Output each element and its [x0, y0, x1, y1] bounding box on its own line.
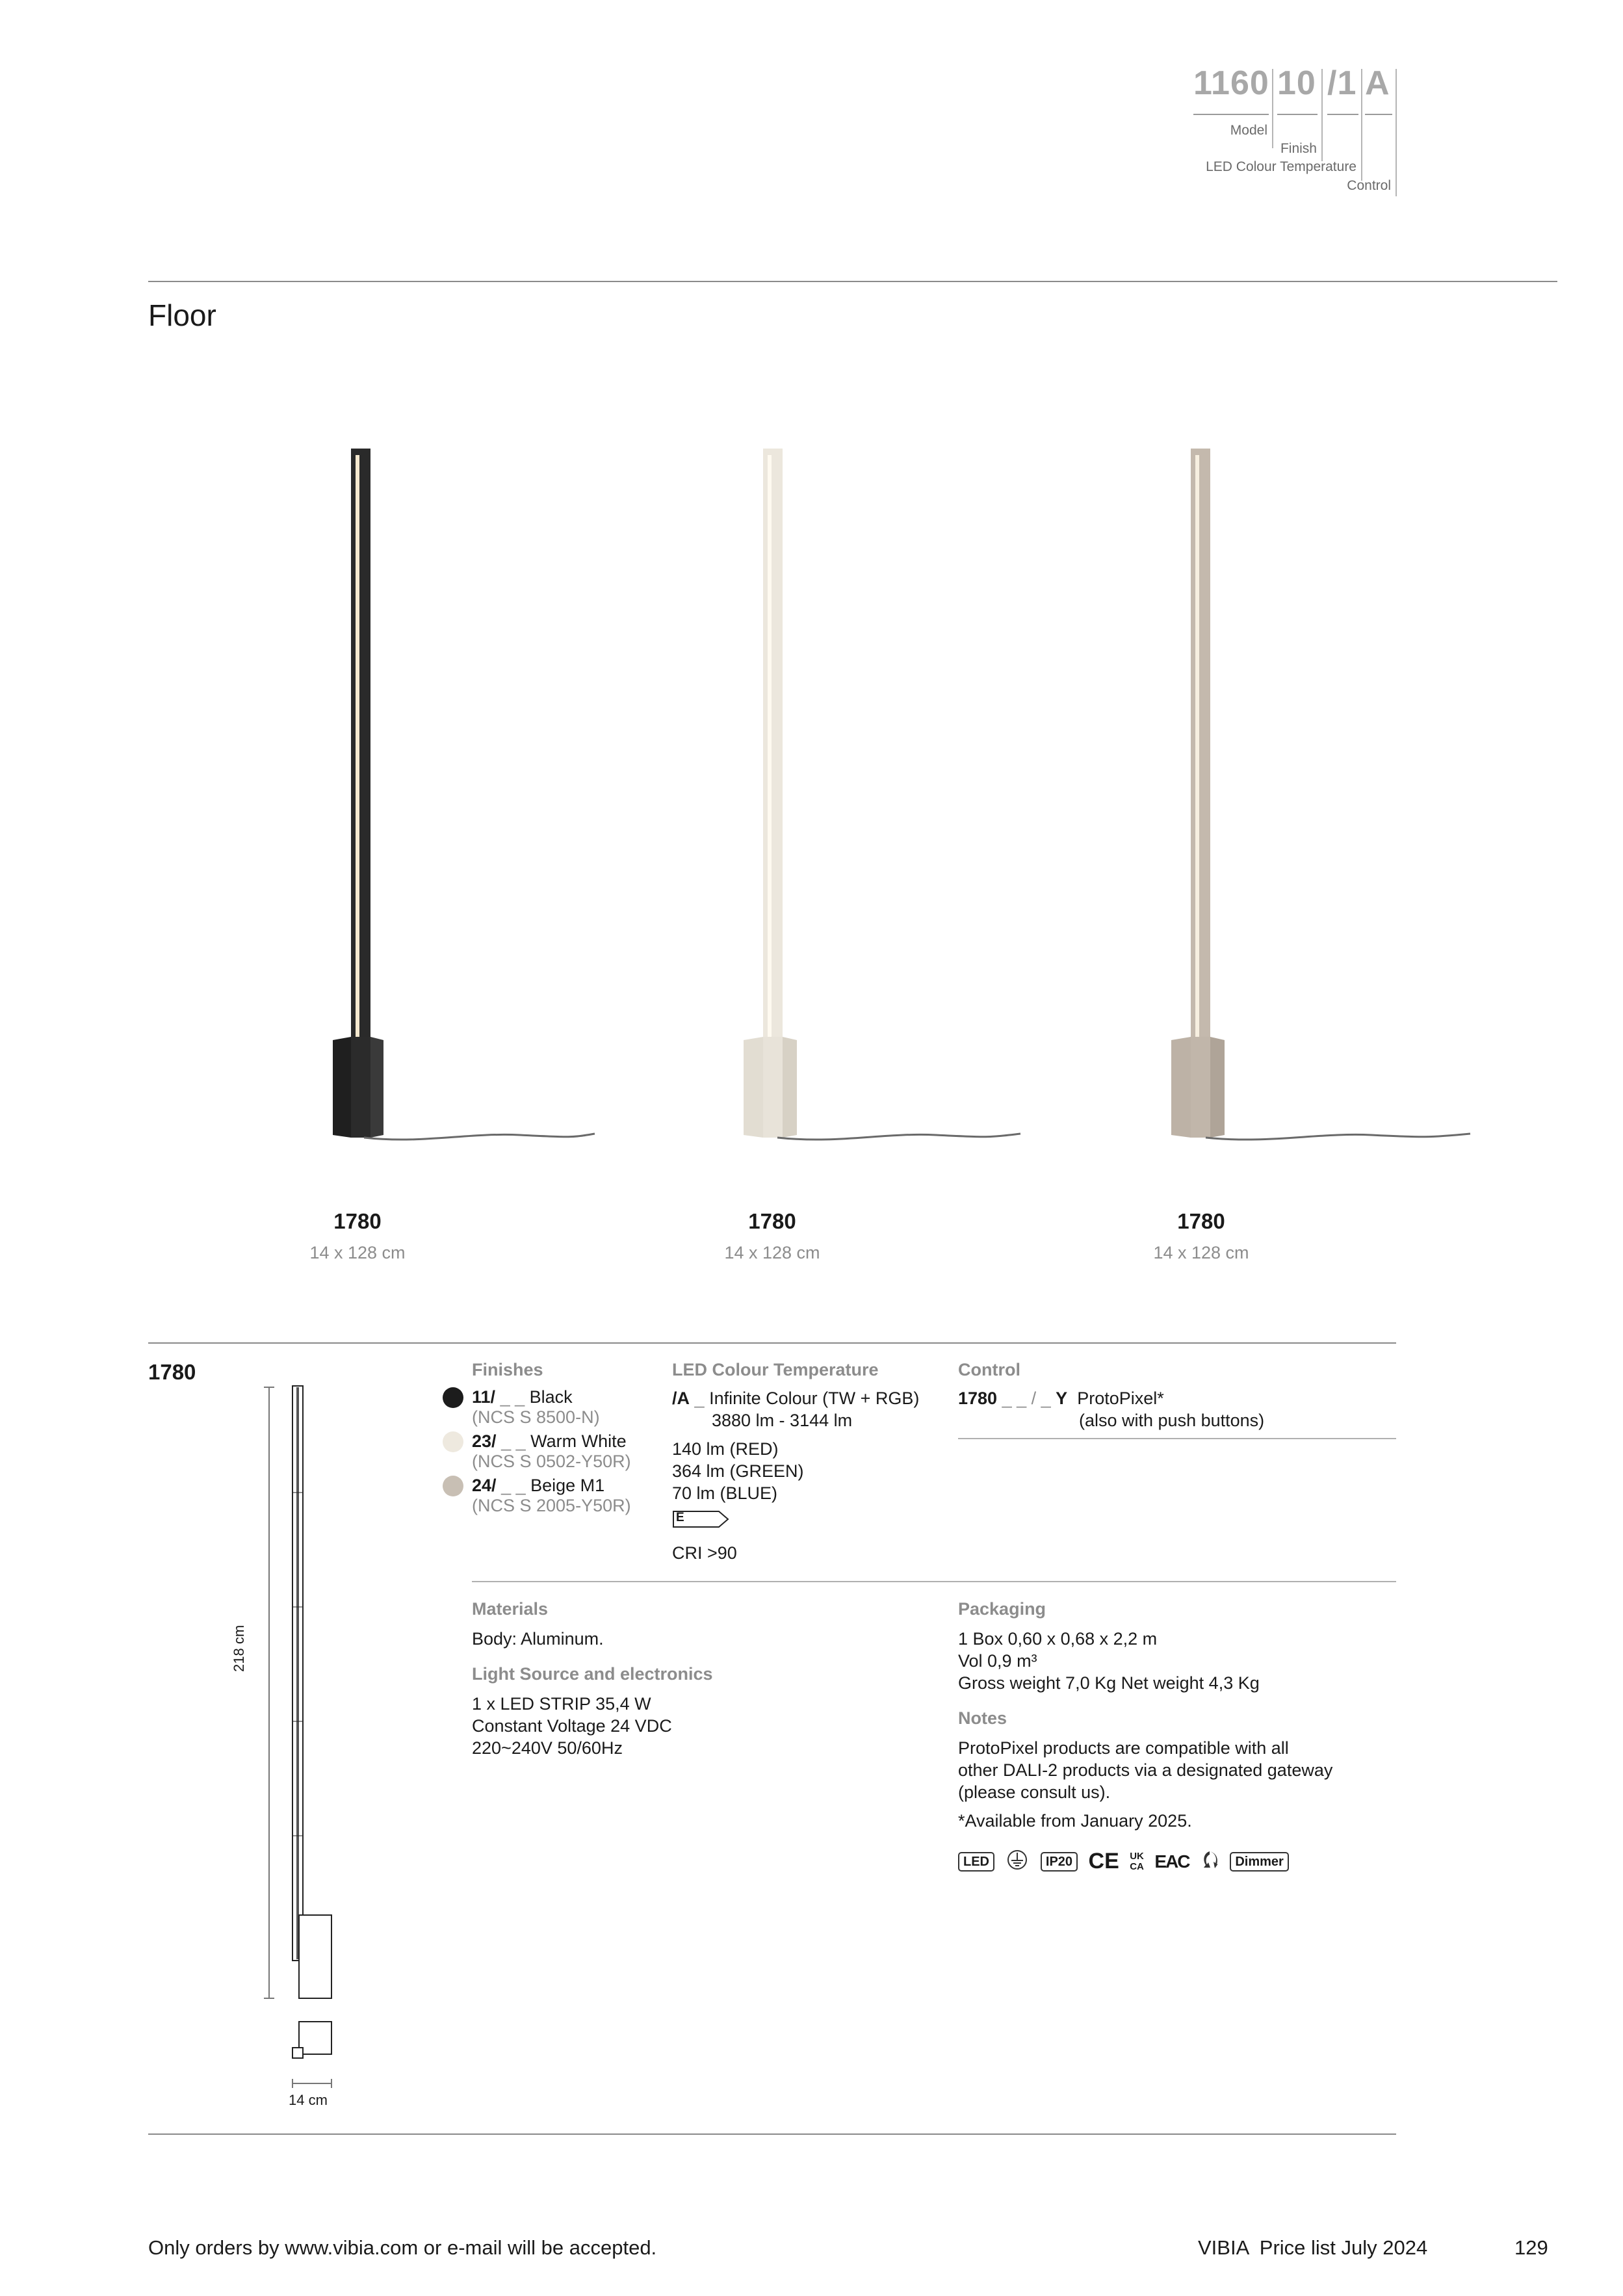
control-item: [958, 1387, 1164, 1409]
light-source-line: 1 x LED STRIP 35,4 W: [472, 1694, 651, 1714]
product-caption-2: [675, 1209, 870, 1263]
finish-swatch-black: [443, 1387, 463, 1408]
led-blue: 70 lm (BLUE): [672, 1483, 778, 1503]
ukca-bottom-text: CA: [1130, 1860, 1144, 1872]
energy-class-letter: E: [676, 1511, 684, 1524]
code-finish-number: 10: [1277, 64, 1316, 102]
packaging-line: 1 Box 0,60 x 0,68 x 2,2 m: [958, 1629, 1158, 1649]
code-underline: [1277, 114, 1318, 115]
spec-divider-top: [148, 1342, 1396, 1344]
finish-ncs: (NCS S 2005-Y50R): [472, 1496, 631, 1515]
packaging-label: Packaging: [958, 1599, 1046, 1619]
finish-ncs: (NCS S 8500-N): [472, 1407, 600, 1427]
led-red: 140 lm (RED): [672, 1439, 779, 1459]
spec-divider-bottom: [148, 2133, 1396, 2135]
product-name: 1780: [748, 1209, 796, 1233]
control-blank: _ _ / _: [1002, 1389, 1051, 1408]
code-leader-line: [1272, 69, 1273, 148]
certification-icons: [958, 1849, 1297, 1872]
led-temp-label: LED Colour Temperature: [672, 1360, 879, 1379]
control-divider: [958, 1438, 1396, 1439]
drawing-width-label: 14 cm: [289, 2092, 328, 2108]
footer-brand: VIBIA Price list July 2024: [1198, 2236, 1428, 2259]
code-leader-line: [1361, 69, 1362, 181]
materials-label: Materials: [472, 1599, 549, 1619]
product-caption-1: [260, 1209, 455, 1263]
led-code: /A: [672, 1389, 690, 1408]
led-cri: CRI >90: [672, 1543, 737, 1563]
code-leader-line: [1396, 69, 1397, 196]
notes-line: ProtoPixel products are compatible with all: [958, 1738, 1289, 1758]
packaging-line: Vol 0,9 m³: [958, 1651, 1037, 1671]
section-title: Floor: [148, 298, 216, 332]
finish-code: 24/: [472, 1476, 497, 1495]
light-source-line: Constant Voltage 24 VDC: [472, 1716, 672, 1736]
drawing-height-label: 218 cm: [231, 1624, 247, 1672]
code-underline: [1327, 114, 1358, 115]
notes-label: Notes: [958, 1708, 1007, 1728]
product-images: [0, 423, 1623, 1170]
section-divider: [148, 281, 1557, 282]
finish-blank: _ _: [501, 1476, 526, 1495]
code-temp-number: /1: [1327, 64, 1357, 102]
code-control-label: Control: [1347, 178, 1391, 193]
product-image-beige: [1171, 449, 1470, 1140]
code-model-label: Model: [1230, 123, 1267, 138]
code-underline: [1365, 114, 1392, 115]
led-name: Infinite Colour (TW + RGB): [709, 1389, 920, 1408]
notes-availability: *Available from January 2025.: [958, 1811, 1192, 1831]
finish-name: Beige M1: [530, 1476, 605, 1495]
dimmer-badge-icon: Dimmer: [1230, 1852, 1288, 1872]
spec-divider-middle: [472, 1581, 1396, 1582]
control-name: ProtoPixel*: [1077, 1389, 1164, 1408]
notes-line: other DALI-2 products via a designated gateway: [958, 1760, 1333, 1780]
product-size: 14 x 128 cm: [1153, 1243, 1249, 1262]
product-size: 14 x 128 cm: [724, 1243, 820, 1262]
control-label: Control: [958, 1360, 1020, 1379]
control-code: 1780: [958, 1389, 998, 1408]
ukca-mark-icon: [1130, 1851, 1144, 1872]
page-number: 129: [1514, 2236, 1548, 2259]
class-one-earth-icon: [1005, 1849, 1030, 1874]
code-model-number: 1160: [1193, 64, 1269, 102]
control-note: (also with push buttons): [1079, 1411, 1265, 1430]
led-green: 364 lm (GREEN): [672, 1461, 804, 1481]
ip20-badge-icon: IP20: [1041, 1852, 1078, 1872]
finish-item-beige: [472, 1474, 631, 1517]
finish-name: Black: [529, 1387, 573, 1407]
finish-name: Warm White: [530, 1431, 627, 1451]
finish-blank: _ _: [501, 1431, 526, 1451]
control-code-suffix: Y: [1056, 1389, 1068, 1408]
finishes-label: Finishes: [472, 1360, 543, 1379]
code-leader-line: [1321, 69, 1323, 161]
code-control-number: A: [1365, 64, 1390, 102]
footer-order-note: Only orders by www.vibia.com or e-mail will be accepted.: [148, 2236, 657, 2259]
product-caption-3: [1104, 1209, 1299, 1263]
ukca-top-text: UK: [1130, 1850, 1144, 1862]
code-underline: [1193, 114, 1269, 115]
product-name: 1780: [1177, 1209, 1225, 1233]
spec-model-number: 1780: [148, 1360, 196, 1384]
recycling-symbol-icon: [1200, 1849, 1219, 1873]
product-name: 1780: [333, 1209, 382, 1233]
finish-ncs: (NCS S 0502-Y50R): [472, 1452, 631, 1471]
led-blank: _: [694, 1389, 705, 1408]
finish-swatch-warm-white: [443, 1431, 463, 1452]
finish-swatch-beige: [443, 1476, 463, 1496]
packaging-line: Gross weight 7,0 Kg Net weight 4,3 Kg: [958, 1673, 1260, 1693]
product-size: 14 x 128 cm: [309, 1243, 406, 1262]
code-finish-label: Finish: [1280, 141, 1317, 156]
led-badge-icon: LED: [958, 1852, 994, 1872]
product-image-warm-white: [744, 449, 1020, 1140]
light-source-label: Light Source and electronics: [472, 1664, 713, 1684]
led-lumens: 3880 lm - 3144 lm: [712, 1411, 853, 1430]
finish-item-warm-white: [472, 1430, 631, 1472]
light-source-line: 220~240V 50/60Hz: [472, 1738, 623, 1758]
finish-code: 23/: [472, 1431, 497, 1451]
ce-mark-icon: CE: [1088, 1849, 1119, 1873]
finish-item-black: [472, 1386, 600, 1428]
code-temp-label: LED Colour Temperature: [1206, 159, 1357, 174]
finish-blank: _ _: [500, 1387, 525, 1407]
technical-drawing: [240, 1378, 344, 2119]
product-image-black: [333, 449, 595, 1140]
finish-code: 11/: [472, 1387, 496, 1407]
eac-mark-icon: EAC: [1154, 1851, 1189, 1872]
materials-text: Body: Aluminum.: [472, 1629, 604, 1649]
notes-line: (please consult us).: [958, 1782, 1111, 1802]
led-temp-item: [672, 1387, 919, 1409]
